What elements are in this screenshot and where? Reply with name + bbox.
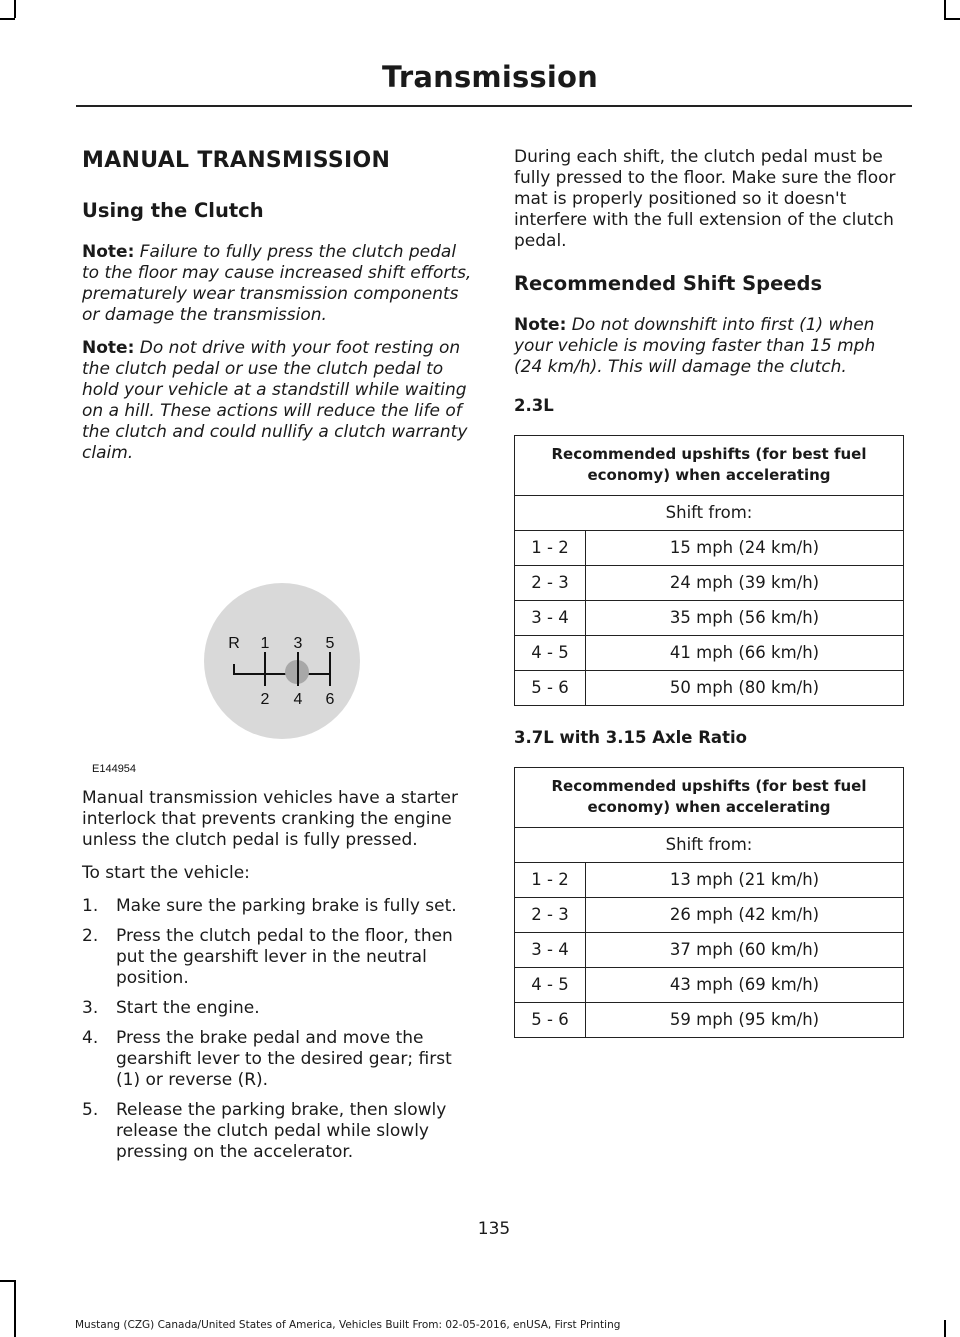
start-steps-list bbox=[82, 896, 474, 1163]
clutch-paragraph: During each shift, the clutch pedal must be fully pressed to the floor. Make sure the floor mat is properly positioned so it doesn't interfere with the full extension of the clutch pedal. bbox=[514, 147, 896, 251]
gear-label-5: 5 bbox=[325, 635, 335, 652]
note-paragraph bbox=[82, 242, 474, 326]
table-row bbox=[515, 863, 904, 898]
table-header: Recommended upshifts (for best fuel economy) when accelerating bbox=[515, 436, 904, 496]
speed-cell: 13 mph (21 km/h) bbox=[586, 863, 904, 898]
page-header-title: Transmission bbox=[382, 60, 598, 94]
gear-label-6: 6 bbox=[325, 691, 335, 708]
speed-cell: 15 mph (24 km/h) bbox=[586, 531, 904, 566]
speed-cell: 43 mph (69 km/h) bbox=[586, 968, 904, 1003]
list-item bbox=[82, 1100, 474, 1163]
table-header: Recommended upshifts (for best fuel economy) when accelerating bbox=[515, 768, 904, 828]
step-text: Press the brake pedal and move the gearshift lever to the desired gear; first (1) or reverse (R). bbox=[116, 1028, 452, 1090]
crop-mark bbox=[0, 18, 15, 20]
speed-cell: 26 mph (42 km/h) bbox=[586, 898, 904, 933]
header-rule bbox=[76, 105, 912, 107]
speed-cell: 50 mph (80 km/h) bbox=[586, 671, 904, 706]
table-row bbox=[515, 671, 904, 706]
gear-label-4: 4 bbox=[293, 691, 303, 708]
crop-mark bbox=[0, 1280, 15, 1282]
table-row bbox=[515, 898, 904, 933]
speed-cell: 37 mph (60 km/h) bbox=[586, 933, 904, 968]
table-row bbox=[515, 636, 904, 671]
crop-mark bbox=[944, 1320, 946, 1337]
figure-code: E144954 bbox=[92, 763, 137, 775]
shift-speed-table bbox=[514, 435, 904, 706]
gear-range-cell: 4 - 5 bbox=[515, 636, 586, 671]
speed-cell: 59 mph (95 km/h) bbox=[586, 1003, 904, 1038]
gear-label-2: 2 bbox=[260, 691, 270, 708]
note-text: Failure to fully press the clutch pedal to the floor may cause increased shift efforts, prematurely wear transmission components or damage the transmission. bbox=[82, 242, 472, 325]
note-text: Do not downshift into first (1) when your vehicle is moving faster than 15 mph (24 km/h). This will damage the clutch. bbox=[514, 315, 876, 377]
table-row bbox=[515, 968, 904, 1003]
table-subheader: Shift from: bbox=[515, 828, 904, 863]
gear-range-cell: 3 - 4 bbox=[515, 601, 586, 636]
step-number: 3. bbox=[82, 998, 99, 1018]
subsection-heading: Using the Clutch bbox=[82, 199, 264, 222]
speed-cell: 41 mph (66 km/h) bbox=[586, 636, 904, 671]
page-number: 135 bbox=[477, 1219, 511, 1239]
gear-range-cell: 1 - 2 bbox=[515, 863, 586, 898]
gear-range-cell: 4 - 5 bbox=[515, 968, 586, 1003]
section-heading: MANUAL TRANSMISSION bbox=[82, 148, 391, 173]
table-row bbox=[515, 933, 904, 968]
note-paragraph bbox=[514, 315, 906, 378]
step-text: Make sure the parking brake is fully set. bbox=[116, 896, 457, 916]
crop-mark bbox=[944, 18, 960, 20]
gear-range-cell: 2 - 3 bbox=[515, 898, 586, 933]
gear-label-reverse: R bbox=[228, 635, 240, 652]
list-item bbox=[82, 896, 474, 917]
note-label: Note: bbox=[82, 338, 135, 358]
list-item bbox=[82, 998, 474, 1019]
crop-mark bbox=[14, 1280, 16, 1337]
gear-range-cell: 5 - 6 bbox=[515, 671, 586, 706]
page-footer: Mustang (CZG) Canada/United States of America, Vehicles Built From: 02-05-2016, enUSA, First Printing bbox=[75, 1319, 621, 1331]
step-text: Release the parking brake, then slowly release the clutch pedal while slowly pressing on the accelerator. bbox=[116, 1100, 447, 1162]
gear-label-1: 1 bbox=[260, 635, 270, 652]
table-row bbox=[515, 531, 904, 566]
gear-label-3: 3 bbox=[293, 635, 303, 652]
note-label: Note: bbox=[514, 315, 567, 335]
shift-speed-table bbox=[514, 767, 904, 1038]
table-row bbox=[515, 601, 904, 636]
step-number: 5. bbox=[82, 1100, 99, 1120]
list-item bbox=[82, 926, 474, 989]
table-subheader: Shift from: bbox=[515, 496, 904, 531]
gear-range-cell: 2 - 3 bbox=[515, 566, 586, 601]
shift-pattern-diagram bbox=[82, 476, 474, 776]
subsection-heading: Recommended Shift Speeds bbox=[514, 272, 823, 295]
step-text: Press the clutch pedal to the floor, then put the gearshift lever in the neutral position. bbox=[116, 926, 453, 988]
step-text: Start the engine. bbox=[116, 998, 260, 1018]
note-paragraph bbox=[82, 338, 474, 464]
table-row bbox=[515, 566, 904, 601]
gear-range-cell: 5 - 6 bbox=[515, 1003, 586, 1038]
intro-paragraph: Manual transmission vehicles have a starter interlock that prevents cranking the engine unless the clutch pedal is fully pressed. bbox=[82, 788, 458, 850]
gear-range-cell: 3 - 4 bbox=[515, 933, 586, 968]
gear-knob-circle bbox=[204, 583, 360, 739]
shift-pattern-figure bbox=[82, 476, 474, 776]
table-row bbox=[515, 1003, 904, 1038]
step-number: 4. bbox=[82, 1028, 99, 1048]
note-text: Do not drive with your foot resting on the clutch pedal or use the clutch pedal to hold your vehicle at a standstill while waiting on a hill. These actions will reduce the life of the clutch and could nullify a clutch warranty claim. bbox=[82, 338, 468, 463]
speed-cell: 35 mph (56 km/h) bbox=[586, 601, 904, 636]
crop-mark bbox=[944, 0, 946, 18]
step-number: 2. bbox=[82, 926, 99, 946]
steps-title: To start the vehicle: bbox=[82, 863, 250, 883]
list-item bbox=[82, 1028, 474, 1091]
speed-cell: 24 mph (39 km/h) bbox=[586, 566, 904, 601]
table-title: 2.3L bbox=[514, 396, 554, 415]
note-label: Note: bbox=[82, 242, 135, 262]
gear-range-cell: 1 - 2 bbox=[515, 531, 586, 566]
crop-mark bbox=[14, 0, 16, 18]
table-title: 3.7L with 3.15 Axle Ratio bbox=[514, 728, 747, 747]
step-number: 1. bbox=[82, 896, 99, 916]
right-column bbox=[514, 147, 906, 1060]
left-column bbox=[82, 140, 474, 1172]
